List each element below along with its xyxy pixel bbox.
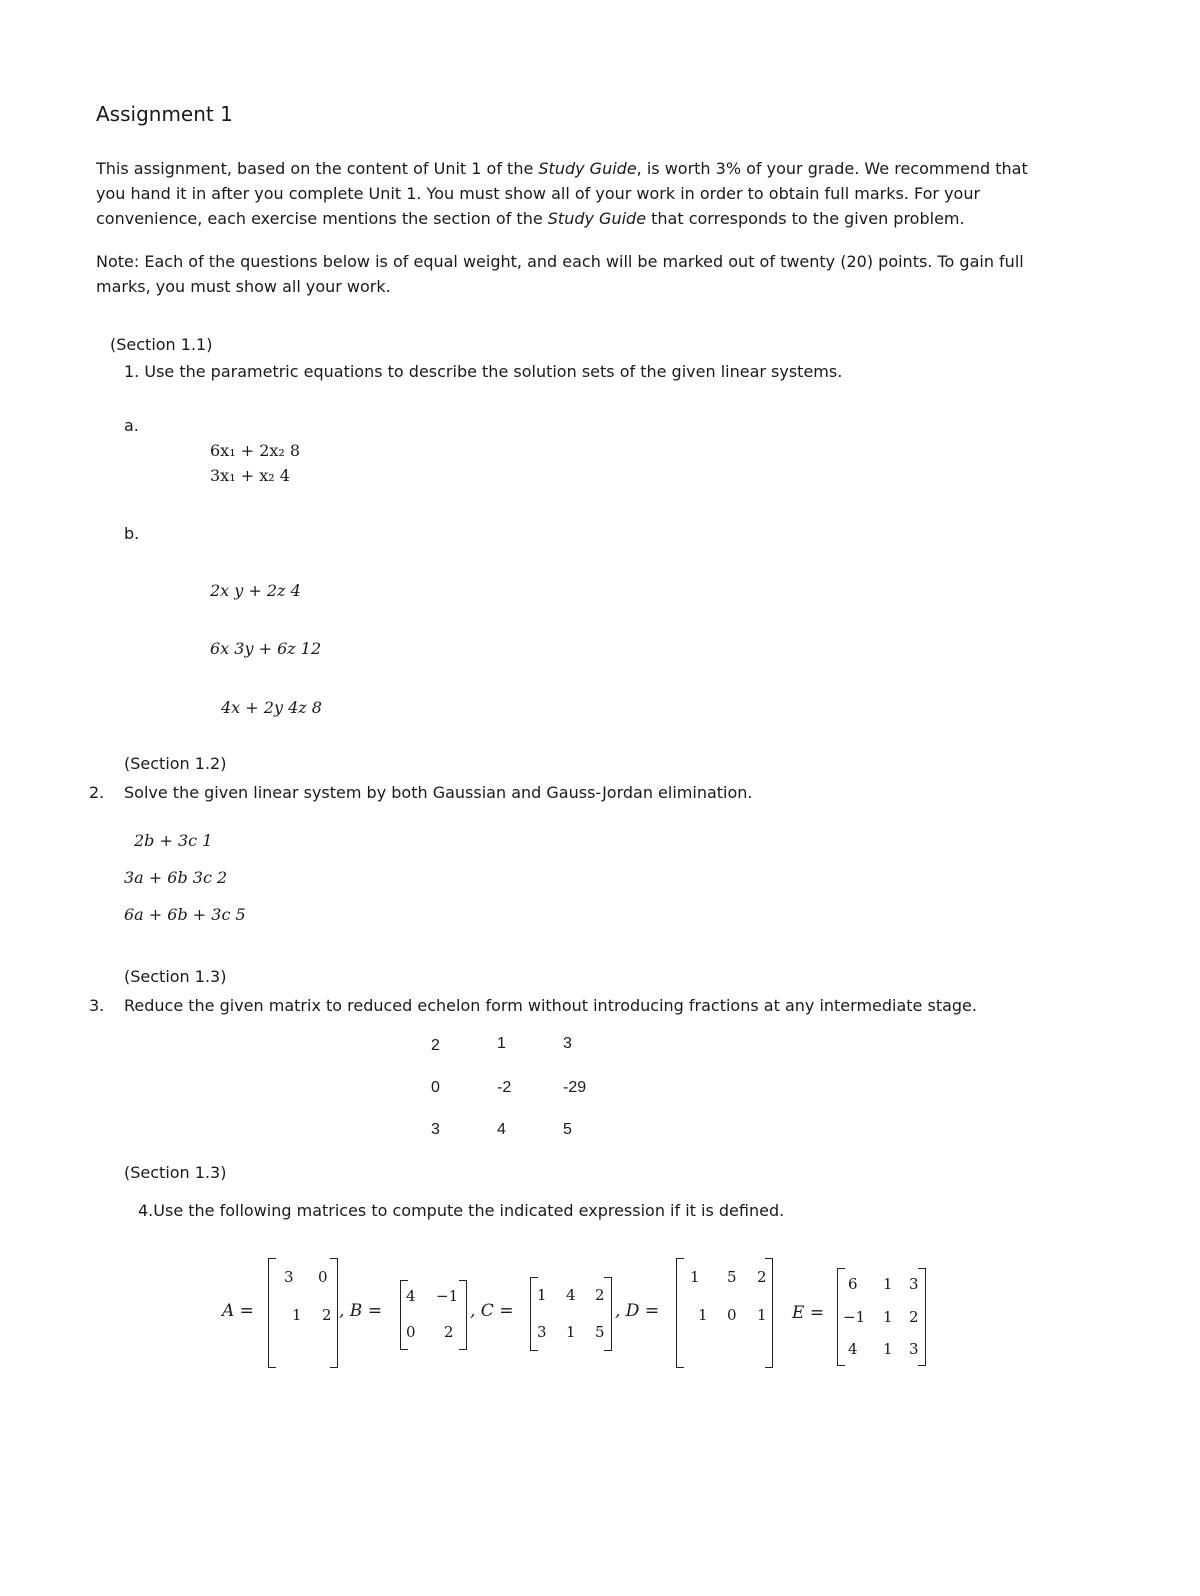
matrix-c-cell: 2: [595, 1286, 605, 1304]
q2-eq2: 3a + 6b 3c 2: [124, 868, 228, 887]
page-title: Assignment 1: [96, 102, 233, 126]
matrix-c-cell: 3: [537, 1323, 547, 1341]
matrix-b-label: , B =: [339, 1301, 382, 1321]
q2-text: Solve the given linear system by both Gaussian and Gauss-Jordan elimination.: [124, 783, 753, 802]
matrix-b-cell: 2: [444, 1323, 454, 1341]
q1-a-label: a.: [124, 416, 139, 435]
matrix-b-cell: 4: [406, 1287, 416, 1305]
matrix-b-right-bracket: [459, 1280, 467, 1350]
note-paragraph: Note: Each of the questions below is of equal weight, and each will be marked out of twenty (20) points. To gain full marks, you must show all your work.: [96, 252, 1024, 296]
matrix-d-cell: 1: [690, 1268, 700, 1286]
matrix-d-cell: 1: [698, 1306, 708, 1324]
matrix-e-cell: 1: [883, 1308, 893, 1326]
q1-b-eq3: 4x + 2y 4z 8: [221, 698, 322, 717]
matrix-c-right-bracket: [604, 1277, 612, 1351]
matrix-e-cell: −1: [843, 1308, 866, 1326]
matrix-b-cell: 0: [406, 1323, 416, 1341]
q3-number: 3.: [89, 996, 105, 1015]
matrix-c-cell: 1: [537, 1286, 547, 1304]
q2-eq1: 2b + 3c 1: [134, 831, 213, 850]
q1-text: 1. Use the parametric equations to describe the solution sets of the given linear systems.: [124, 362, 843, 381]
intro-study-guide-1: Study Guide: [538, 159, 637, 178]
matrix-e-cell: 3: [909, 1340, 919, 1358]
q1-section: (Section 1.1): [110, 335, 213, 354]
intro-text-2: , is worth 3% of your grade. We recommend that you hand it in after you complete Unit 1. You must show all of your work in order to obtain full marks. For your convenience, each exercise mentions the section of the: [96, 159, 1028, 228]
matrix-cell: 2: [431, 1037, 440, 1054]
intro-text-1: This assignment, based on the content of Unit 1 of the: [96, 159, 534, 178]
intro-study-guide-2: Study Guide: [547, 209, 647, 228]
matrix-e-label: E =: [792, 1303, 825, 1323]
q1-b-eq1: 2x y + 2z 4: [210, 581, 301, 600]
matrix-e-cell: 1: [883, 1340, 893, 1358]
intro-paragraph: [96, 156, 1036, 231]
matrix-a-cell: 0: [318, 1268, 328, 1286]
matrix-e-cell: 4: [848, 1340, 858, 1358]
matrix-c-cell: 4: [566, 1286, 576, 1304]
matrix-cell: -2: [497, 1079, 512, 1096]
q1-b-label: b.: [124, 524, 140, 543]
matrix-d-cell: 5: [727, 1268, 737, 1286]
matrix-a-cell: 2: [322, 1306, 332, 1324]
matrix-cell: 0: [431, 1079, 440, 1096]
q1-b-eq2: 6x 3y + 6z 12: [210, 639, 322, 658]
q2-number: 2.: [89, 783, 105, 802]
q3-text: Reduce the given matrix to reduced echelon form without introducing fractions at any intermediate stage.: [124, 996, 977, 1015]
matrix-cell: -29: [563, 1079, 587, 1096]
matrix-b-cell: −1: [436, 1287, 459, 1305]
matrix-e-cell: 1: [883, 1275, 893, 1293]
q4-section: (Section 1.3): [124, 1163, 227, 1182]
q1-a-eq2: 3x₁ + x₂ 4: [210, 466, 290, 485]
matrix-e-cell: 6: [848, 1275, 858, 1293]
matrix-a-label: A =: [222, 1301, 254, 1321]
q1-a-eq1: 6x₁ + 2x₂ 8: [210, 441, 301, 460]
q4-text: 4.Use the following matrices to compute the indicated expression if it is defined.: [138, 1201, 785, 1220]
matrix-cell: 5: [563, 1121, 572, 1138]
matrix-c-cell: 5: [595, 1323, 605, 1341]
matrix-cell: 3: [563, 1035, 572, 1052]
matrix-cell: 3: [431, 1121, 440, 1138]
matrix-a-cell: 1: [292, 1306, 302, 1324]
matrix-e-cell: 3: [909, 1275, 919, 1293]
intro-text-3: that corresponds to the given problem.: [651, 209, 965, 228]
matrix-c-cell: 1: [566, 1323, 576, 1341]
matrix-cell: 1: [497, 1035, 506, 1052]
matrix-d-label: , D =: [615, 1301, 660, 1321]
q2-section: (Section 1.2): [124, 754, 227, 773]
q2-eq3: 6a + 6b + 3c 5: [124, 905, 246, 924]
matrix-d-left-bracket: [676, 1258, 684, 1368]
matrix-a-cell: 3: [284, 1268, 294, 1286]
matrix-cell: 4: [497, 1121, 506, 1138]
matrix-a-left-bracket: [268, 1258, 276, 1368]
matrix-d-cell: 2: [757, 1268, 767, 1286]
q3-section: (Section 1.3): [124, 967, 227, 986]
matrix-d-cell: 0: [727, 1306, 737, 1324]
matrix-e-right-bracket: [918, 1268, 926, 1366]
matrix-e-cell: 2: [909, 1308, 919, 1326]
matrix-c-label: , C =: [470, 1301, 514, 1321]
matrix-d-cell: 1: [757, 1306, 767, 1324]
